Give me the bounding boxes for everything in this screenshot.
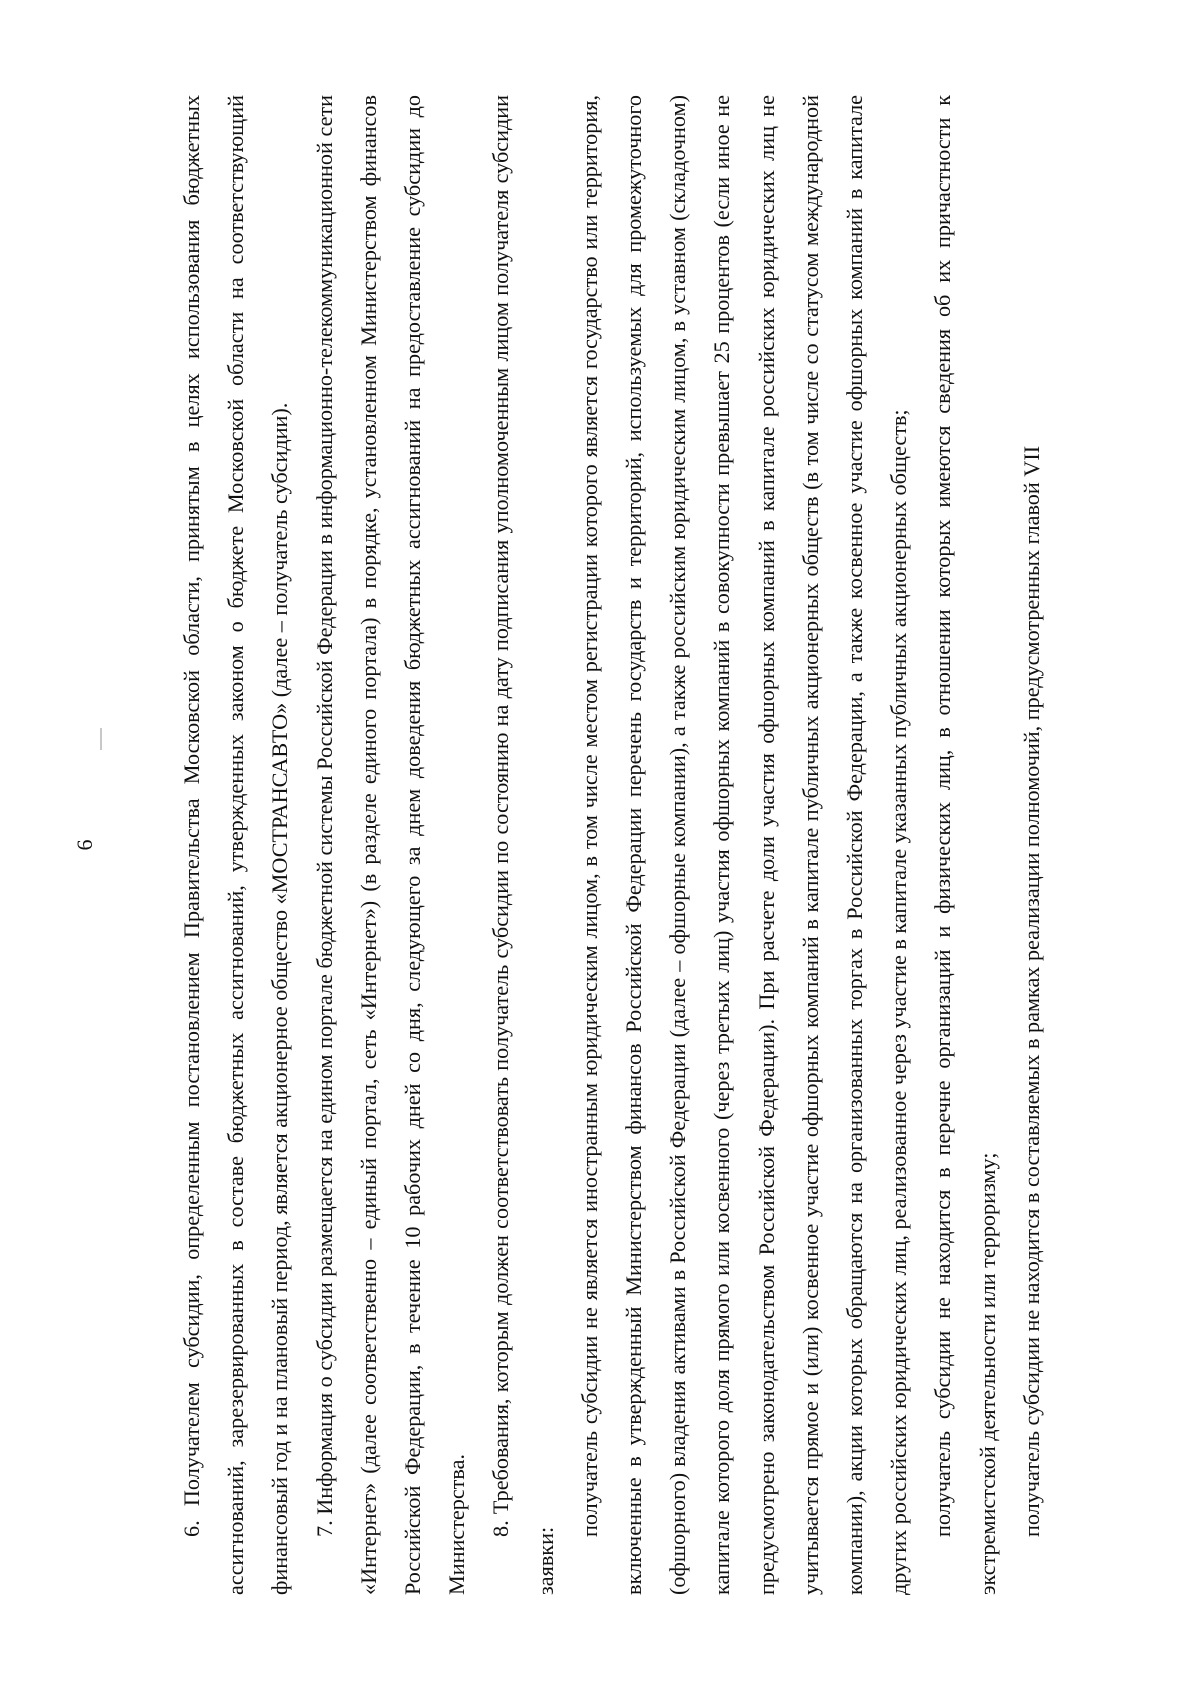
- rotated-page-content: [72, 95, 1050, 1595]
- paragraph-8-requirements: 8. Требования, которым должен соответствовать получатель субсидии по состоянию на дату подписания уполномоченным лицом получателя субсидии заявки:: [488, 95, 558, 1595]
- paragraph-offshore-requirement: получатель субсидии не является иностранным юридическим лицом, в том числе местом регистрации которого является государство или территория, включенные в утвержденный Министерством финансов Российской Федерации перечень государств и территорий, используемых для промежуточного (офшорного) владения активами в Российской Федерации (далее – офшорные компании), а также российским юридическим лицом, в уставном (складочном) капитале которого доля прямого или косвенного (через третьих лиц) участия офшорных компаний в совокупности превышает 25 процентов (если иное не предусмотрено законодательством Российской Федерации). При расчете доли участия офшорных компаний в капитале российских юридических лиц не учитывается прямое и (или) косвенное участие офшорных компаний в капитале публичных акционерных обществ (в том числе со статусом международной компании), акции которых обращаются на организованных торгах в Российской Федерации, а также косвенное участие офшорных компаний в капитале других российских юридических лиц, реализованное через участие в капитале указанных публичных акционерных обществ;: [576, 95, 912, 1595]
- scan-artifact: [100, 728, 102, 750]
- page-number: 6: [72, 839, 97, 851]
- paragraph-7-information: 7. Информация о субсидии размещается на едином портале бюджетной системы Российской Федерации в информационно-телекоммуникационной сети «Интернет» (далее соответственно – единый портал, сеть «Интернет») (в разделе единого портала) в порядке, установленном Министерством финансов Российской Федерации, в течение 10 рабочих дней со дня, следующего за днем доведения бюджетных ассигнований на предоставление субсидии до Министерства.: [311, 95, 470, 1595]
- paragraph-6-recipient: 6. Получателем субсидии, определенным постановлением Правительства Московской области, принятым в целях использования бюджетных ассигнований, зарезервированных в составе бюджетных ассигнований, утвержденных законом о бюджете Московской области на соответствующий финансовый год и на плановый период, является акционерное общество «МОСТРАНСАВТО» (далее – получатель субсидии).: [179, 95, 293, 1595]
- paragraph-extremism-requirement: получатель субсидии не находится в перечне организаций и физических лиц, в отношении которых имеются сведения об их причастности к экстремистской деятельности или терроризму;: [930, 95, 1000, 1595]
- paragraph-lists-requirement: получатель субсидии не находится в составляемых в рамках реализации полномочий, предусмотренных главой VII: [1018, 445, 1044, 1537]
